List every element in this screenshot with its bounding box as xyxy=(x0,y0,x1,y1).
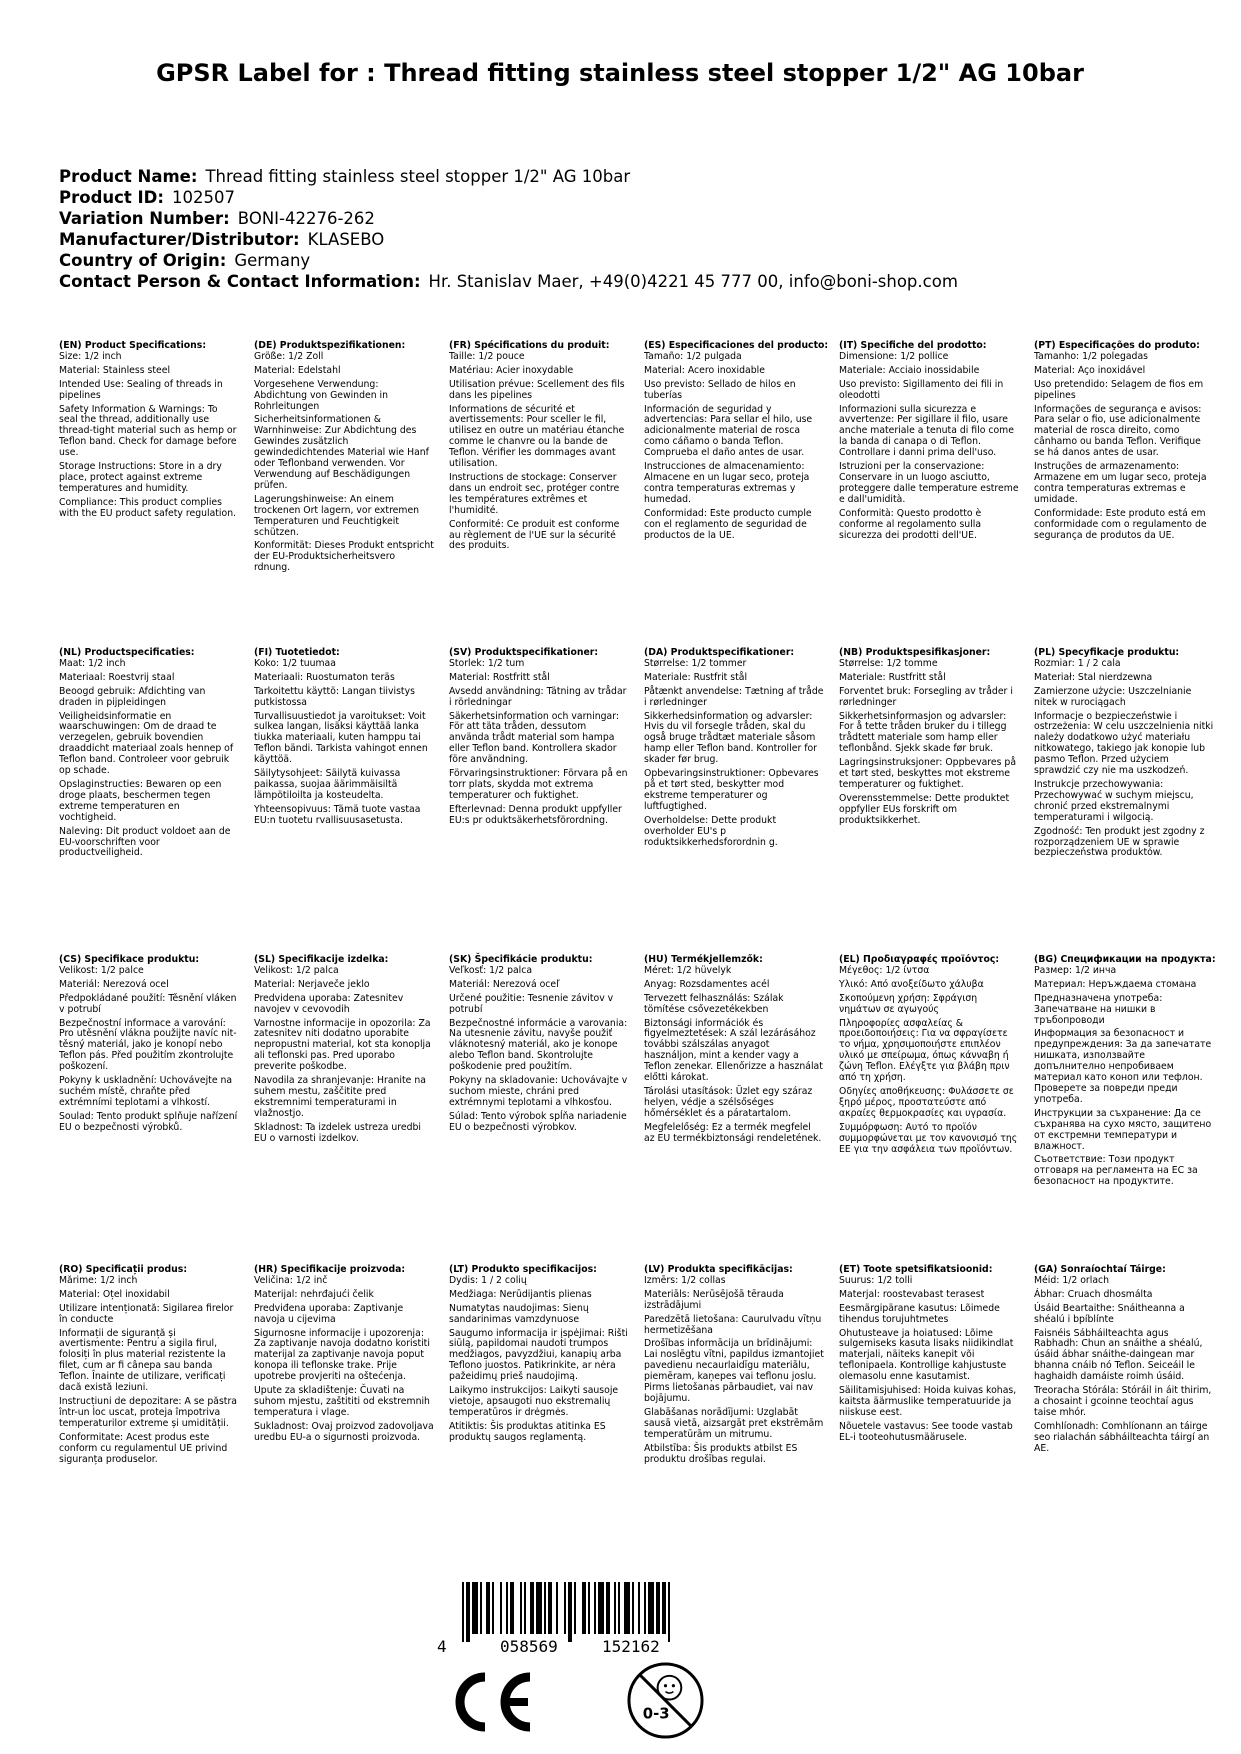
spec-line: Lagringsinstruksjoner: Oppbevares på et tørt sted, beskyttes mot ekstreme temperaturer og fuktighet. xyxy=(839,757,1017,790)
spec-section-heading: (PL) Specyfikacje produktu: xyxy=(1034,647,1180,658)
barcode-bar xyxy=(524,1582,526,1634)
spec-section xyxy=(839,1265,1019,1447)
spec-line: Informacje o bezpieczeństwie i ostrzeżenia: W celu uszczelnienia nitki należy dodatkowo użyć materiału nitkowatego, takiego jak konopie lub pasmo Teflon. Przed użyciem sprawdzić czy nie ma uszkodzeń. xyxy=(1034,710,1214,777)
contact-value: Hr. Stanislav Maer, +49(0)4221 45 777 00, info@boni-shop.com xyxy=(428,272,958,291)
spec-line: Påtænkt anvendelse: Tætning af tråde i rørledninger xyxy=(644,685,824,708)
spec-section xyxy=(449,341,629,555)
spec-section xyxy=(254,1265,434,1447)
barcode-bar xyxy=(598,1582,604,1634)
spec-line: Informações de segurança e avisos: Para selar o fio, use adicionalmente material de rosca direito, como cânhamo ou banda Teflon. Verifique se há danos antes de usar. xyxy=(1034,403,1202,459)
spec-section xyxy=(644,340,829,544)
spec-line: Treoracha Stórála: Stóráil in áit thirim, a chosaint i gcoinne teochtaí agus taise mhór. xyxy=(1034,1385,1212,1418)
country-row xyxy=(59,250,1189,271)
spec-line: Съответствие: Този продукт отговаря на регламента на ЕС за безопасност на продуктите. xyxy=(1034,1154,1198,1188)
spec-line: Mărime: 1/2 inch xyxy=(59,1274,138,1286)
spec-line: Předpokládané použití: Těsnění vláken v potrubí xyxy=(59,992,237,1015)
spec-section-heading: (SV) Produktspecifikationer: xyxy=(449,647,599,658)
spec-section xyxy=(1034,648,1214,862)
spec-line: Storlek: 1/2 tum xyxy=(449,657,525,669)
spec-line: Predviđena uporaba: Zaptivanje navoja u cijevima xyxy=(254,1302,404,1325)
spec-line: Säilitamisjuhised: Hoida kuivas kohas, kaitsta äärmuslike temperatuuride ja niiskuse eest. xyxy=(839,1385,1017,1418)
spec-line: Suurus: 1/2 tolli xyxy=(839,1274,913,1286)
spec-line: Sikkerhetsinformasjon og advarsler: For å tette tråden bruker du i tillegg trådtett materiale som hamp eller teflonbånd. Sjekk skade før bruk. xyxy=(839,710,1007,755)
contact-row xyxy=(59,271,1189,292)
spec-line: Istruzioni per la conservazione: Conservare in un luogo asciutto, proteggere dalle temperature estreme e dall'umidità. xyxy=(839,461,1019,505)
spec-section xyxy=(449,1265,629,1447)
spec-line: Materiaali: Ruostumaton teräs xyxy=(254,671,395,683)
spec-line: Numatytas naudojimas: Sienų sandarinimas vamzdynuose xyxy=(449,1302,589,1325)
spec-line: Tamanho: 1/2 polegadas xyxy=(1034,350,1148,362)
spec-line: Méret: 1/2 hüvelyk xyxy=(644,964,732,976)
spec-line: Matériau: Acier inoxydable xyxy=(449,364,574,376)
spec-section xyxy=(839,648,1019,830)
spec-line: Sicherheitsinformationen & Warnhinweise: Zur Abdichtung des Gewindes zusätzlich gewindedichtendes Material wie Hanf oder Teflonband verwenden. Vor Verwendung auf Beschädigungen prüfen. xyxy=(254,414,429,491)
spec-line: Predvidena uporaba: Zatesnitev navojev v cevovodih xyxy=(254,992,404,1015)
spec-line: Material: Rostfritt stål xyxy=(449,671,550,683)
spec-section-heading: (IT) Specifiche del prodotto: xyxy=(839,340,987,351)
barcode-bar xyxy=(632,1582,634,1634)
spec-line: Velikost: 1/2 palca xyxy=(254,964,339,976)
spec-line: Compliance: This product complies with the EU product safety regulation. xyxy=(59,496,237,519)
spec-line: Opslaginstructies: Bewaren op een droge plaats, beschermen tegen extreme temperaturen en vochtigheid. xyxy=(59,778,222,823)
spec-line: Uso previsto: Sellado de hilos en tuberías xyxy=(644,378,796,401)
spec-line: Nõuetele vastavus: See toode vastab EL-i tooteohutusmäärusele. xyxy=(839,1420,1013,1443)
spec-section-heading: (NL) Productspecificaties: xyxy=(59,647,195,658)
barcode-bar xyxy=(564,1582,566,1634)
spec-section-heading: (CS) Specifikace produktu: xyxy=(59,954,200,965)
spec-line: Informații de siguranță și avertismente: Pentru a sigila firul, folosiți în plus material rezistente la filet, cum ar fi cânepa sau banda Teflon. Înainte de utilizare, verificați dacă există leziuni. xyxy=(59,1327,226,1394)
barcode-bar xyxy=(492,1582,494,1634)
spec-section xyxy=(59,955,239,1137)
spec-line: Opbevaringsinstruktioner: Opbevares på et tørt sted, beskytter mod ekstreme temperaturer og luftfugtighed. xyxy=(644,768,819,812)
spec-line: Materiāls: Nerūsējošā tērauda izstrādājumi xyxy=(644,1288,784,1311)
page-title: GPSR Label for : Thread fitting stainless steel stopper 1/2" AG 10bar xyxy=(156,59,1084,87)
spec-line: Dimensione: 1/2 pollice xyxy=(839,350,949,362)
spec-line: Σκοπούμενη χρήση: Σφράγιση νημάτων σε αγωγούς xyxy=(839,992,978,1015)
spec-line: Materiał: Stal nierdzewna xyxy=(1034,671,1153,683)
spec-line: Uso pretendido: Selagem de fios em pipelines xyxy=(1034,378,1204,401)
spec-line: Größe: 1/2 Zoll xyxy=(254,350,324,362)
spec-line: Efterlevnad: Denna produkt uppfyller EU:s pr oduktsäkerhetsförordning. xyxy=(449,803,622,826)
spec-line: Pokyny k uskladnění: Uchovávejte na suchém místě, chraňte před extrémními teplotami a vlhkostí. xyxy=(59,1075,233,1108)
spec-section xyxy=(254,341,434,577)
spec-line: Utilizare intenționată: Sigilarea firelor în conducte xyxy=(59,1302,234,1325)
spec-line: Συμμόρφωση: Αυτό το προϊόν συμμορφώνεται με τον κανονισμό της ΕΕ για την ασφάλεια των προϊόντων. xyxy=(839,1121,1018,1155)
spec-section-heading: (LT) Produkto specifikacijos: xyxy=(449,1264,597,1275)
spec-line: Tárolási utasítások: Üzlet egy száraz helyen, védje a szélsőséges hőmérséklet és a páratartalom. xyxy=(644,1085,813,1119)
spec-section xyxy=(644,648,824,851)
barcode-bar xyxy=(594,1582,596,1634)
spec-line: Saugumo informacija ir įspėjimai: Rišti siūlą, papildomai naudoti trumpos medžiagos, pavyzdžiui, kanapių arba Teflono juostos. Patikrinkite, ar nėra pažeidimų prieš naudojimą. xyxy=(449,1327,628,1383)
barcode-bar xyxy=(574,1582,576,1634)
spec-line: Veličina: 1/2 inč xyxy=(254,1274,328,1286)
spec-line: Tamaño: 1/2 pulgada xyxy=(644,350,742,362)
spec-line: Biztonsági információk és figyelmeztetések: A szál lezárásához további szálszálas anyagot használjon, mint a kender vagy a Teflon zenekar. Ellenőrizze a használat előtti károkat. xyxy=(644,1017,823,1084)
product-name-value: Thread fitting stainless steel stopper 1/2" AG 10bar xyxy=(205,167,631,186)
barcode-bar xyxy=(614,1582,616,1634)
spec-line: Материал: Неръждаема стомана xyxy=(1034,978,1197,990)
spec-line: Material: Aço inoxidável xyxy=(1034,364,1146,376)
spec-line: Bezpečnostné informácie a varovania: Na utesnenie závitu, navyše použiť vláknotesný materiál, ako je konope alebo Teflon band. Skontrolujte poškodenie pred použitím. xyxy=(449,1017,628,1073)
spec-line: Lagerungshinweise: An einem trockenen Ort lagern, vor extremen Temperaturen und Feuchtigkeit schützen. xyxy=(254,493,420,538)
barcode-bar xyxy=(536,1582,542,1634)
spec-line: Beoogd gebruik: Afdichting van draden in pijpleidingen xyxy=(59,685,206,708)
barcode-digit-group-1: 058569 xyxy=(500,1637,558,1656)
spec-line: Vorgesehene Verwendung: Abdichtung von Gewinden in Rohrleitungen xyxy=(254,378,389,412)
product-info xyxy=(59,166,1189,292)
barcode-digit-group-2: 152162 xyxy=(602,1637,660,1656)
spec-line: Glabāšanas norādījumi: Uzglabāt sausā vietā, aizsargāt pret ekstrēmām temperatūrām un mitrumu. xyxy=(644,1406,824,1440)
spec-section xyxy=(59,648,239,862)
spec-line: Инструкции за съхранение: Да се съхранява на сухо място, защитено от екстремни температури и влажност. xyxy=(1034,1107,1212,1152)
spec-line: Velikost: 1/2 palce xyxy=(59,964,144,976)
spec-line: Overensstemmelse: Dette produktet oppfyller EUs forskrift om produktsikkerhet. xyxy=(839,792,1010,826)
spec-line: Overholdelse: Dette produkt overholder EU's p roduktsikkerhedsforordnin g. xyxy=(644,814,778,848)
spec-line: Sukladnost: Ovaj proizvod zadovoljava uredbu EU-a o sigurnosti proizvoda. xyxy=(254,1420,434,1443)
country-label: Country of Origin: xyxy=(59,251,227,270)
manufacturer-value: KLASEBO xyxy=(307,230,385,249)
spec-line: Информация за безопасност и предупреждения: За да запечатате нишката, използвайте допълнително непробиваем материал като коноп или тефлон. Проверете за повреди преди употреба. xyxy=(1034,1028,1212,1105)
spec-line: Megfelelőség: Ez a termék megfelel az EU termékbiztonsági rendeletének. xyxy=(644,1121,822,1144)
spec-line: Οδηγίες αποθήκευσης: Φυλάσσετε σε ξηρό μέρος, προστατεύστε από ακραίες θερμοκρασίες και υγρασία. xyxy=(839,1085,1014,1119)
variation-number-value: BONI-42276-262 xyxy=(237,209,375,228)
barcode-bar xyxy=(644,1582,646,1634)
barcode-bar xyxy=(530,1582,534,1634)
spec-line: Conformidade: Este produto está em conformidade com o regulamento de segurança de produtos da UE. xyxy=(1034,507,1207,541)
spec-section xyxy=(254,648,434,830)
spec-line: Maat: 1/2 inch xyxy=(59,657,126,669)
spec-line: Atbilstība: Šis produkts atbilst ES produktu drošības regulai. xyxy=(644,1442,798,1465)
spec-section-heading: (ET) Toote spetsifikatsioonid: xyxy=(839,1264,993,1275)
spec-section xyxy=(59,1265,239,1468)
spec-line: Materiale: Acciaio inossidabile xyxy=(839,364,980,376)
spec-line: Säkerhetsinformation och varningar: För att täta tråden, dessutom använda trådt material som hampa eller Teflon band. Kontrollera skador före användning. xyxy=(449,710,620,766)
barcode-bars xyxy=(462,1582,670,1642)
product-id-label: Product ID: xyxy=(59,188,164,207)
barcode-bar xyxy=(462,1582,464,1642)
spec-line: Tervezett felhasználás: Szálak tömítése csővezetékekben xyxy=(644,992,784,1015)
spec-line: Instrucciones de almacenamiento: Almacene en un lugar seco, proteja contra temperaturas extremas y humedad. xyxy=(644,461,810,505)
spec-section xyxy=(839,955,1019,1158)
spec-line: Yhteensopivuus: Tämä tuote vastaa EU:n tuotetu rvallisuusasetusta. xyxy=(254,803,421,826)
spec-section-heading: (RO) Specificații produs: xyxy=(59,1264,188,1275)
spec-line: Veiligheidsinformatie en waarschuwingen: Om de draad te verzegelen, gebruik bovendien draaddicht materiaal zoals hennep of Teflon band. Controleer voor gebruik op schade. xyxy=(59,710,234,777)
barcode-bar xyxy=(648,1582,654,1634)
spec-line: Taille: 1/2 pouce xyxy=(449,350,525,362)
spec-line: Intended Use: Sealing of threads in pipelines xyxy=(59,378,223,401)
spec-line: Koko: 1/2 tuumaa xyxy=(254,657,336,669)
spec-line: Storage Instructions: Store in a dry place, protect against extreme temperatures and humidity. xyxy=(59,461,222,494)
barcode-bar xyxy=(662,1582,666,1634)
spec-section xyxy=(449,648,629,830)
spec-line: Materiale: Rustfritt stål xyxy=(839,671,946,683)
barcode-bar xyxy=(500,1582,502,1634)
spec-line: Faisnéis Sábháilteachta agus Rabhadh: Chun an snáithe a shéalú, úsáid ábhar snáithe-daingean mar bhanna cnáib nó Teflon. Seiceáil le haghaidh damáiste roimh úsáid. xyxy=(1034,1327,1203,1383)
barcode-bar xyxy=(624,1582,630,1634)
spec-line: Zgodność: Ten produkt jest zgodny z rozporządzeniem UE w sprawie bezpieczeństwa produktów. xyxy=(1034,825,1205,859)
barcode-bar xyxy=(520,1582,522,1634)
barcode-bar xyxy=(582,1582,586,1634)
spec-line: Conformité: Ce produit est conforme au règlement de l'UE sur la sécurité des produits. xyxy=(449,518,620,552)
spec-line: Размер: 1/2 инча xyxy=(1034,964,1117,976)
spec-line: Eesmärgipärane kasutus: Lõimede tihendus torujuhtmetes xyxy=(839,1302,1000,1325)
spec-line: Förvaringsinstruktioner: Förvara på en torr plats, skydda mot extrema temperaturer och fuktighet. xyxy=(449,768,628,801)
spec-line: Instrukcje przechowywania: Przechowywać w suchym miejscu, chronić przed ekstremalnymi temperaturami i wilgocią. xyxy=(1034,778,1194,823)
spec-line: Tarkoitettu käyttö: Langan tiivistys putkistossa xyxy=(254,685,415,708)
barcode-bar xyxy=(568,1582,572,1642)
barcode-bar xyxy=(466,1582,470,1642)
spec-section-heading: (SK) Špecifikácie produktu: xyxy=(449,954,593,965)
country-value: Germany xyxy=(234,251,311,270)
variation-number-label: Variation Number: xyxy=(59,209,230,228)
spec-line: Informazioni sulla sicurezza e avvertenze: Per sigillare il filo, usare anche materiale a tenuta di filo come la banda di canapa o di Teflon. Controllare i danni prima dell'uso. xyxy=(839,403,1014,459)
spec-section-heading: (BG) Спецификации на продукта: xyxy=(1034,954,1216,965)
spec-section xyxy=(1034,1265,1214,1458)
age-warning-label: 0-3 xyxy=(642,1705,670,1723)
spec-line: Säilytysohjeet: Säilytä kuivassa paikassa, suojaa äärimmäisiltä lämpötiloilta ja kosteudelta. xyxy=(254,768,401,801)
spec-line: Instructions de stockage: Conserver dans un endroit sec, protéger contre les températures extrêmes et l'humidité. xyxy=(449,471,620,516)
spec-line: Μέγεθος: 1/2 ίντσα xyxy=(839,964,930,976)
spec-line: Предназначена употреба: Запечатване на нишки в тръбопроводи xyxy=(1034,992,1163,1026)
barcode-bar xyxy=(506,1582,508,1634)
spec-line: Izmērs: 1/2 collas xyxy=(644,1274,726,1286)
spec-line: Materiál: Nerezová oceľ xyxy=(449,978,560,990)
spec-line: Méid: 1/2 orlach xyxy=(1034,1274,1110,1286)
spec-line: Sigurnosne informacije i upozorenja: Za zaptivanje navoja dodatno koristiti materijal za zaptivanje navoja poput konopa ili teflonske trake. Prije upotrebe provjeriti na oštećenja. xyxy=(254,1327,430,1383)
spec-section-heading: (LV) Produkta specifikācijas: xyxy=(644,1264,793,1275)
spec-section-heading: (FI) Tuotetiedot: xyxy=(254,647,340,658)
spec-line: Material: Oțel inoxidabil xyxy=(59,1288,170,1300)
spec-line: Dydis: 1 / 2 colių xyxy=(449,1274,527,1286)
spec-line: Πληροφορίες ασφαλείας & προειδοποιήσεις: Για να σφραγίσετε το νήμα, χρησιμοποιήστε επιπλέον υλικό με σπείρωμα, όπως κάνναβη ή ζώνη Teflon. Ελέγξτε για βλάβη πριν από τη χρήση. xyxy=(839,1017,1010,1084)
spec-section-heading: (PT) Especificações do produto: xyxy=(1034,340,1200,351)
spec-line: Sikkerhedsinformation og advarsler: Hvis du vil forsegle tråden, skal du også bruge trådtæt materiale såsom hamp eller Teflon band. Kontroller for skader før brug. xyxy=(644,710,818,766)
spec-line: Naleving: Dit product voldoet aan de EU-voorschriften voor productveiligheid. xyxy=(59,825,231,859)
spec-line: Turvallisuustiedot ja varoitukset: Voit sulkea langan, lisäksi käyttää lanka tiukka materiaali, kuten hamppu tai Teflon bändi. Tarkista vahingot ennen käyttöä. xyxy=(254,710,428,766)
spec-section-heading: (EL) Προδιαγραφές προϊόντος: xyxy=(839,954,1000,965)
spec-line: Úsáid Beartaithe: Snáitheanna a shéalú i bpíblínte xyxy=(1034,1302,1185,1325)
spec-section xyxy=(59,341,239,523)
spec-line: Safety Information & Warnings: To seal the thread, additionally use thread-tight material such as hemp or Teflon band. Check for damage before use. xyxy=(59,403,237,459)
spec-line: Upute za skladištenje: Čuvati na suhom mjestu, zaštititi od ekstremnih temperatura i vlage. xyxy=(254,1385,430,1418)
barcode-bar xyxy=(556,1582,558,1634)
ce-mark-icon xyxy=(452,1671,534,1733)
spec-line: Veľkosť: 1/2 palca xyxy=(449,964,533,976)
barcode xyxy=(432,1582,732,1656)
spec-line: Atitiktis: Šis produktas atitinka ES produktų saugos reglamentą. xyxy=(449,1420,606,1443)
spec-line: Størrelse: 1/2 tomme xyxy=(839,657,938,669)
spec-line: Comhlíonadh: Comhlíonann an táirge seo rialachán sábháilteachta táirgí an AE. xyxy=(1034,1420,1210,1454)
variation-number-row xyxy=(59,208,1189,229)
spec-section xyxy=(839,341,1019,544)
spec-line: Instruções de armazenamento: Armazene em um lugar seco, proteja contra temperaturas extremas e umidade. xyxy=(1034,461,1207,505)
spec-line: Υλικό: Από ανοξείδωτο χάλυβα xyxy=(839,978,984,990)
spec-section-heading: (ES) Especificaciones del producto: xyxy=(644,340,829,351)
spec-line: Conformitate: Acest produs este conform cu regulamentul UE privind siguranța produselor. xyxy=(59,1431,228,1465)
spec-section-heading: (HU) Termékjellemzők: xyxy=(644,954,763,965)
spec-line: Conformità: Questo prodotto è conforme al regolamento sulla sicurezza dei prodotti dell'UE. xyxy=(839,507,982,541)
spec-line: Materjal: roostevabast terasest xyxy=(839,1288,985,1300)
spec-line: Conformidad: Este producto cumple con el reglamento de seguridad de productos de la UE. xyxy=(644,507,812,541)
barcode-bar xyxy=(480,1582,482,1634)
product-id-row xyxy=(59,187,1189,208)
spec-section xyxy=(644,955,824,1148)
spec-line: Materiál: Nerezová ocel xyxy=(59,978,169,990)
product-name-label: Product Name: xyxy=(59,167,198,186)
spec-section-heading: (GA) Sonraíochtaí Táirge: xyxy=(1034,1264,1166,1275)
spec-line: Size: 1/2 inch xyxy=(59,350,122,362)
spec-line: Instrucțiuni de depozitare: A se păstra într-un loc uscat, proteja împotriva temperaturilor extreme și umidității. xyxy=(59,1395,237,1429)
barcode-digit-1: 4 xyxy=(437,1637,447,1656)
spec-line: Bezpečnostní informace a varování: Pro utěsnění vlákna použijte navíc nit-těsný materiál, jako je konopí nebo Teflon pás. Před použitím zkontrolujte poškození. xyxy=(59,1017,237,1073)
manufacturer-label: Manufacturer/Distributor: xyxy=(59,230,300,249)
product-id-value: 102507 xyxy=(171,188,235,207)
barcode-bar xyxy=(544,1582,546,1634)
spec-line: Drošības informācija un brīdinājumi: Lai noslēgtu vītni, papildus izmantojiet pavedienu necaurlaidīgu materiālu, piemēram, kaņepes vai teflonu joslu. Pirms lietošanas pārbaudiet, vai nav bojājumu. xyxy=(644,1338,824,1404)
spec-section xyxy=(644,1265,824,1468)
barcode-bar xyxy=(606,1582,610,1634)
manufacturer-row xyxy=(59,229,1189,250)
spec-section-heading: (EN) Product Specifications: xyxy=(59,340,207,351)
spec-line: Avsedd användning: Tätning av trådar i rörledningar xyxy=(449,685,627,708)
spec-section-heading: (DA) Produktspecifikationer: xyxy=(644,647,795,658)
product-name-row xyxy=(59,166,1189,187)
barcode-bar xyxy=(548,1582,552,1634)
spec-line: Material: Stainless steel xyxy=(59,364,171,376)
spec-line: Ohutusteave ja hoiatused: Lõime sulgemiseks kasuta lisaks niidikindlat materjali, näiteks kanepit või teflonipaela. Kontrollige kahjustuste olemasolu enne kasutamist. xyxy=(839,1327,1014,1383)
spec-line: Laikymo instrukcijos: Laikyti sausoje vietoje, apsaugoti nuo ekstremalių temperatūros ir drėgmės. xyxy=(449,1385,619,1418)
spec-line: Material: Nerjaveče jeklo xyxy=(254,978,370,990)
spec-section xyxy=(254,955,434,1148)
spec-section xyxy=(1034,955,1214,1191)
age-warning-icon xyxy=(626,1661,705,1740)
spec-line: Určené použitie: Tesnenie závitov v potrubí xyxy=(449,992,614,1015)
spec-section xyxy=(1034,341,1214,544)
barcode-bar xyxy=(656,1582,660,1634)
spec-section-heading: (FR) Spécifications du produit: xyxy=(449,340,610,351)
spec-line: Navodila za shranjevanje: Hranite na suhem mestu, zaščitite pred ekstremnimi temperaturami in vlažnostjo. xyxy=(254,1075,426,1119)
spec-section-heading: (SL) Specifikacije izdelka: xyxy=(254,954,389,965)
spec-line: Informations de sécurité et avertissements: Pour sceller le fil, utilisez en outre un matériau étanche comme le chanvre ou la bande de Teflon. Vérifier les dommages avant utilisation. xyxy=(449,403,625,470)
spec-line: Utilisation prévue: Scellement des fils dans les pipelines xyxy=(449,378,625,401)
spec-line: Materiaal: Roestvrij staal xyxy=(59,671,175,683)
spec-line: Forventet bruk: Forsegling av tråder i rørledninger xyxy=(839,685,1013,708)
contact-label: Contact Person & Contact Information: xyxy=(59,272,421,291)
spec-line: Paredzētā lietošana: Caurulvadu vītņu hermetizēšana xyxy=(644,1313,822,1336)
barcode-bar xyxy=(486,1582,490,1634)
spec-line: Información de seguridad y advertencias: Para sellar el hilo, use adicionalmente material de rosca como cáñamo o banda Teflon. Comprueba el daño antes de usar. xyxy=(644,403,813,459)
barcode-bar xyxy=(668,1582,670,1642)
barcode-bar xyxy=(588,1582,590,1634)
barcode-bar xyxy=(638,1582,640,1634)
spec-line: Skladnost: Ta izdelek ustreza uredbi EU o varnosti izdelkov. xyxy=(254,1121,422,1144)
spec-section-heading: (HR) Specifikacije proizvoda: xyxy=(254,1264,406,1275)
spec-line: Soulad: Tento produkt splňuje nařízení EU o bezpečnosti výrobků. xyxy=(59,1110,238,1133)
spec-line: Varnostne informacije in opozorila: Za zatesnitev niti dodatno uporabite nepropustni material, kot sta konoplja ali teflonski pas. Pred uporabo preverite poškodbe. xyxy=(254,1017,431,1073)
barcode-bar xyxy=(472,1582,478,1634)
barcode-bar xyxy=(618,1582,620,1634)
spec-line: Materijal: nehrđajući čelik xyxy=(254,1288,374,1300)
spec-line: Material: Edelstahl xyxy=(254,364,341,376)
spec-line: Konformität: Dieses Produkt entspricht der EU-Produktsicherheitsvero rdnung. xyxy=(254,540,434,574)
spec-line: Uso previsto: Sigillamento dei fili in oleodotti xyxy=(839,378,1004,401)
spec-line: Material: Acero inoxidable xyxy=(644,364,765,376)
spec-line: Ábhar: Cruach dhosmálta xyxy=(1034,1288,1153,1300)
spec-section xyxy=(449,955,629,1137)
spec-line: Rozmiar: 1 / 2 cala xyxy=(1034,657,1121,669)
spec-line: Materiale: Rustfrit stål xyxy=(644,671,748,683)
spec-line: Størrelse: 1/2 tommer xyxy=(644,657,747,669)
spec-line: Anyag: Rozsdamentes acél xyxy=(644,978,770,990)
spec-line: Pokyny na skladovanie: Uchovávajte v suchom mieste, chráni pred extrémnymi teplotami a vlhkosťou. xyxy=(449,1075,628,1108)
spec-section-heading: (NB) Produktspesifikasjoner: xyxy=(839,647,991,658)
spec-line: Zamierzone użycie: Uszczelnianie nitek w rurociągach xyxy=(1034,685,1192,708)
spec-section-heading: (DE) Produktspezifikationen: xyxy=(254,340,406,351)
spec-line: Súlad: Tento výrobok spĺňa nariadenie EU o bezpečnosti výrobkov. xyxy=(449,1110,627,1133)
barcode-bar xyxy=(510,1582,514,1634)
spec-line: Medžiaga: Nerūdijantis plienas xyxy=(449,1288,592,1300)
